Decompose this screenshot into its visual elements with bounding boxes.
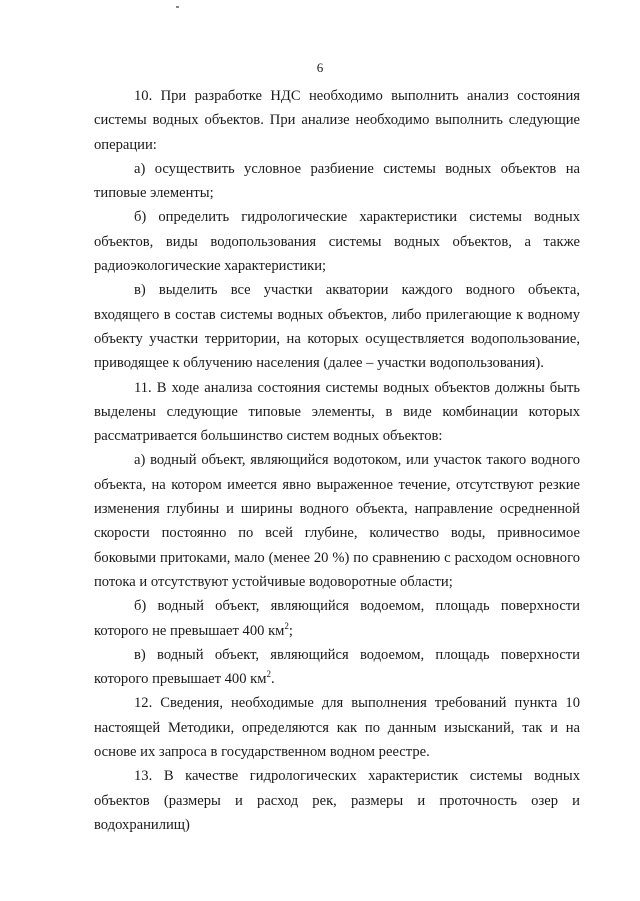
paragraph-11: 11. В ходе анализа состояния системы водных объектов должны быть выделены следующие типовые элементы, в виде комбинации которых рассматривается большинство систем водных объектов:: [94, 379, 580, 445]
superscript-2: 2: [266, 669, 271, 680]
paragraph-10: 10. При разработке НДС необходимо выполнить анализ состояния системы водных объектов. При анализе необходимо выполнить следующие операции:: [94, 88, 580, 153]
superscript-2: 2: [284, 620, 289, 631]
paragraph-13: 13. В качестве гидрологических характеристик системы водных объектов (размеры и расход рек, размеры и проточность озер и водохранилищ): [94, 768, 580, 833]
paragraph-12: 12. Сведения, необходимые для выполнения требований пункта 10 настоящей Методики, определяются как по данным изысканий, так и на основе их запроса в государственном водном реестре.: [94, 695, 580, 761]
paragraph-10b: б) определить гидрологические характеристики системы водных объектов, виды водопользования системы водных объектов, а также радиоэкологические характеристики;: [94, 209, 580, 275]
paragraph-11b: б) водный объект, являющийся водоемом, площадь поверхности которого не превышает 400 $км^2$;: [94, 598, 580, 639]
scan-mark: [176, 6, 179, 8]
paragraph-10v: в) выделить все участки акватории каждого водного объекта, входящего в состав системы водных объектов, либо прилегающие к водному объекту участки территории, на которых осуществляется водопользование, приводящее к облучению населения (далее – участки водопользования).: [94, 282, 580, 372]
page-number: 6: [316, 60, 324, 75]
paragraph-11v: в) водный объект, являющийся водоемом, площадь поверхности которого превышает 400 $км^2$.: [94, 646, 580, 688]
paragraph-10a: а) осуществить условное разбиение системы водных объектов на типовые элементы;: [94, 160, 580, 202]
document-body: [94, 84, 580, 837]
paragraph-11a: а) водный объект, являющийся водотоком, или участок такого водного объекта, на котором имеется явно выраженное течение, отсутствуют резкие изменения глубины и ширины водного объекта, направление осредненной скорости постоянно по всей глубине, количество воды, привносимое боковыми притоками, мало (менее 20 %) по сравнению с расходом основного потока и отсутствуют устойчивые водоворотные области;: [94, 452, 580, 590]
